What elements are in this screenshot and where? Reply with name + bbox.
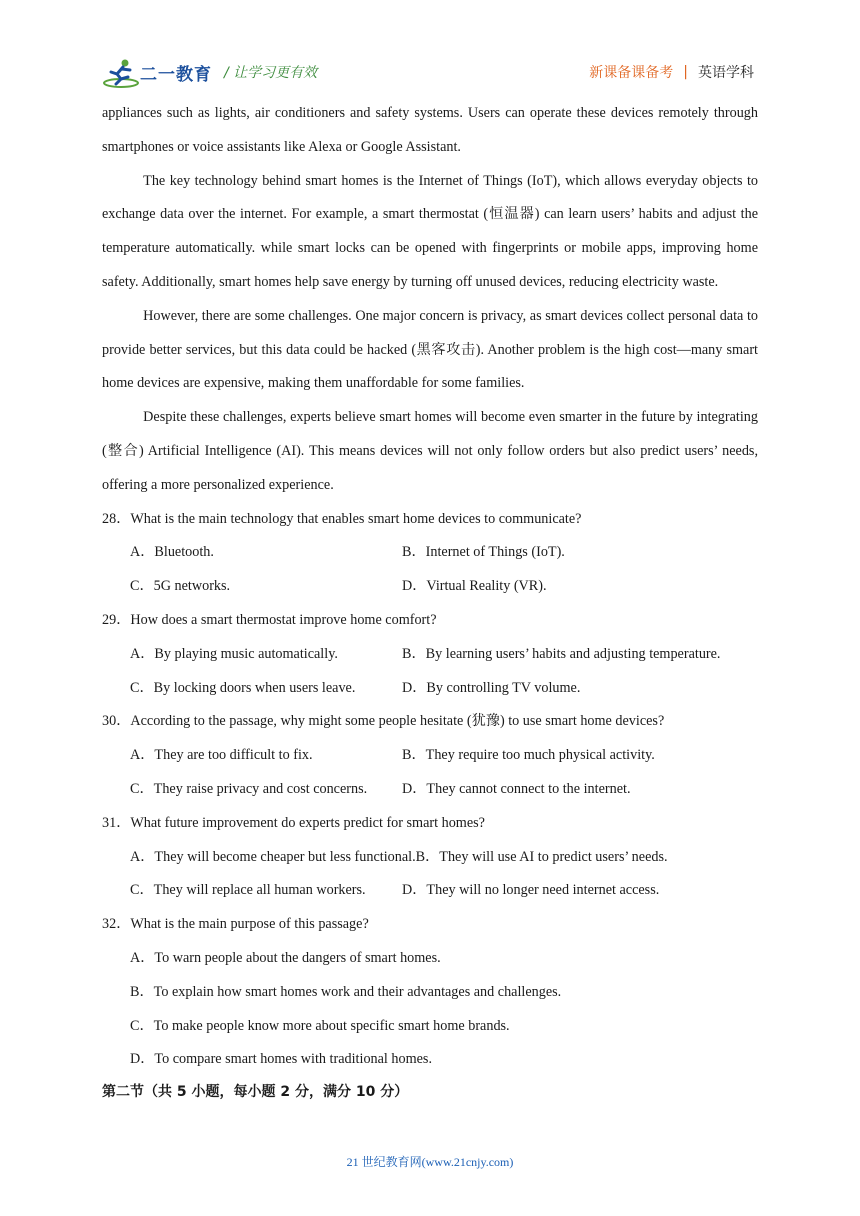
option-c: C．They will replace all human workers. (130, 882, 366, 899)
option-row (102, 739, 758, 773)
page-footer: 21 世纪教育网(www.21cnjy.com) (346, 1155, 514, 1169)
question-stem: 31．What future improvement do experts predict for smart homes? (102, 814, 485, 831)
section-heading: 第二节（共 5 小题，每小题 2 分，满分 10 分） (102, 1084, 409, 1101)
page-header (0, 0, 860, 100)
question-stem: 30．According to the passage, why might some people hesitate (犹豫) to use smart home devices? (102, 713, 665, 730)
option-c: C．5G networks. (130, 578, 231, 595)
slogan: / 让学习更有效 (224, 65, 318, 81)
runner-logo-icon (103, 58, 139, 88)
question-stem: 28．What is the main technology that enables smart home devices to communicate? (102, 510, 582, 527)
passage-paragraph: The key technology behind smart homes is the Internet of Things (IoT), which allows everyday objects to exchange data over the internet. For example, a smart thermostat (恒温器) can learn users’ habits and adjust the temperature automatically. while smart locks can be opened with fingerprints or mobile apps, improving home safety. Additionally, smart homes help save energy by turning off unused devices, reducing electricity waste. (102, 172, 758, 290)
option-b: B．To explain how smart homes work and their advantages and challenges. (130, 983, 562, 1000)
option-c: C．To make people know more about specific smart home brands. (130, 1017, 510, 1034)
option-d: D．They will no longer need internet access. (402, 882, 660, 899)
document-body (102, 97, 758, 1107)
passage-paragraph: appliances such as lights, air conditioners and safety systems. Users can operate these devices remotely through smartphones or voice assistants like Alexa or Google Assistant. (102, 105, 758, 155)
option-a: A．They are too difficult to fix. (130, 747, 313, 764)
option-row (102, 638, 758, 672)
option-b: B．Internet of Things (IoT). (402, 544, 565, 561)
header-subject: 英语学科 (698, 65, 754, 81)
option-a: A．By playing music automatically. (130, 645, 338, 662)
option-a: A．Bluetooth. (130, 544, 214, 561)
option-row (102, 874, 758, 908)
option-row (102, 773, 758, 807)
passage-paragraph: Despite these challenges, experts believe smart homes will become even smarter in the future by integrating (整合) Artificial Intelligence (AI). This means devices will not only follow orders but also predict users’ needs, offering a more personalized experience. (102, 409, 758, 493)
option-d: D．They cannot connect to the internet. (402, 780, 631, 797)
passage-paragraph: However, there are some challenges. One major concern is privacy, as smart devices collect personal data to provide better services, but this data could be hacked (黑客攻击). Another problem is the high cost—many smart home devices are expensive, making them unaffordable for some families. (102, 307, 758, 392)
option-row (102, 536, 758, 570)
question-stem: 29．How does a smart thermostat improve home comfort? (102, 611, 437, 628)
option-ab: A．They will become cheaper but less functional.B．They will use AI to predict users’ needs. (130, 848, 668, 865)
question-stem: 32．What is the main purpose of this passage? (102, 916, 369, 933)
option-d: D．By controlling TV volume. (402, 679, 581, 696)
option-c: C．They raise privacy and cost concerns. (130, 780, 368, 797)
header-tagline: 新课备课备考 (589, 65, 674, 81)
option-b: B．They require too much physical activity. (402, 747, 655, 764)
option-row (102, 570, 758, 604)
option-b: B．By learning users’ habits and adjusting temperature. (402, 645, 721, 662)
option-d: D．Virtual Reality (VR). (402, 578, 547, 595)
header-right (589, 62, 754, 82)
logo (103, 58, 215, 88)
option-row (102, 672, 758, 706)
header-separator: | (683, 64, 688, 80)
option-d: D．To compare smart homes with traditional homes. (130, 1051, 433, 1068)
logo-text: 二一教育 (140, 65, 212, 85)
option-a: A．To warn people about the dangers of smart homes. (130, 949, 441, 966)
option-c: C．By locking doors when users leave. (130, 679, 356, 696)
